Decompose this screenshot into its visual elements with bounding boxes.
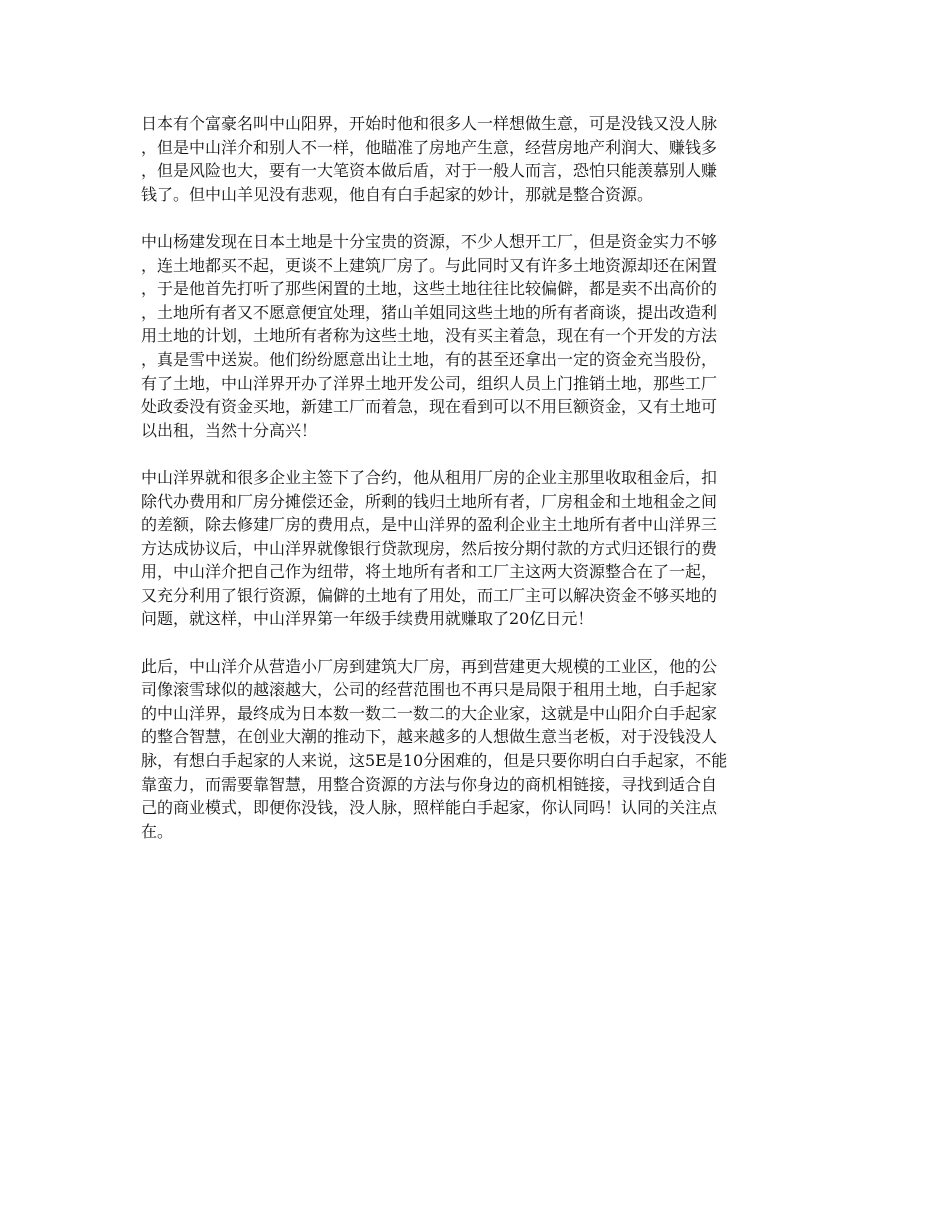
text-line: 中山杨建发现在日本土地是十分宝贵的资源，不少人想开工厂，但是资金实力不够 (141, 231, 718, 251)
document-body (141, 112, 813, 867)
text-line: 司像滚雪球似的越滚越大，公司的经营范围也不再只是局限于租用土地，白手起家 (141, 680, 718, 700)
paragraph-4 (141, 655, 813, 844)
text-line: ，真是雪中送炭。他们纷纷愿意出让土地，有的甚至还拿出一定的资金充当股份， (141, 349, 718, 369)
text-line: 用土地的计划，土地所有者称为这些土地，没有买主着急，现在有一个开发的方法 (141, 326, 718, 346)
text-line: 用，中山洋介把自己作为纽带，将土地所有者和工厂主这两大资源整合在了一起， (141, 562, 718, 582)
text-line: 日本有个富豪名叫中山阳界，开始时他和很多人一样想做生意，可是没钱又没人脉 (141, 114, 718, 133)
paragraph-1 (141, 112, 813, 206)
text-line: 的中山洋界，最终成为日本数一数二一数二的大企业家，这就是中山阳介白手起家 (141, 703, 718, 723)
paragraph-3 (141, 466, 813, 631)
text-line: 处政委没有资金买地，新建工厂而着急，现在看到可以不用巨额资金，又有土地可 (141, 397, 718, 417)
text-line: 问题，就这样，中山洋界第一年级手续费用就赚取了20亿日元！ (141, 609, 594, 629)
text-line: 脉，有想白手起家的人来说，这5E是10分困难的，但是只要你明白白手起家，不能 (141, 751, 728, 771)
text-line: 以出租，当然十分高兴！ (141, 420, 318, 440)
text-line: 的差额，除去修建厂房的费用点，是中山洋界的盈利企业主土地所有者中山洋界三 (141, 515, 718, 535)
text-line: 靠蛮力，而需要靠智慧，用整合资源的方法与你身边的商机相链接，寻找到适合自 (141, 774, 718, 794)
text-line: 己的商业模式，即便你没钱，没人脉，照样能白手起家，你认同吗！认同的关注点 (141, 798, 718, 818)
text-line: ，于是他首先打听了那些闲置的土地，这些土地往往比较偏僻，都是卖不出高价的 (141, 279, 718, 299)
text-line: 钱了。但中山羊见没有悲观，他自有白手起家的妙计，那就是整合资源。 (141, 184, 654, 204)
text-line: 方达成协议后，中山洋界就像银行贷款现房，然后按分期付款的方式归还银行的费 (141, 538, 718, 558)
text-line: ，但是中山洋介和别人不一样，他瞄准了房地产生意，经营房地产利润大、赚钱多 (141, 137, 718, 157)
paragraph-2 (141, 230, 813, 442)
text-line: 又充分利用了银行资源，偏僻的土地有了用处，而工厂主可以解决资金不够买地的 (141, 585, 718, 605)
text-line: 在。 (141, 821, 174, 841)
text-line: 除代办费用和厂房分摊偿还金，所剩的钱归土地所有者，厂房租金和土地租金之间 (141, 491, 718, 511)
text-line: 中山洋界就和很多企业主签下了合约，他从租用厂房的企业主那里收取租金后，扣 (141, 467, 718, 487)
text-line: 有了土地，中山洋界开办了洋界土地开发公司，组织人员上门推销土地，那些工厂 (141, 373, 718, 393)
text-line: ，连土地都买不起，更谈不上建筑厂房了。与此同时又有许多土地资源却还在闲置 (141, 255, 718, 275)
text-line: ，土地所有者又不愿意便宜处理，猪山羊姐同这些土地的所有者商谈，提出改造利 (141, 302, 718, 322)
text-line: 此后，中山洋介从营造小厂房到建筑大厂房，再到营建更大规模的工业区，他的公 (141, 656, 718, 676)
text-line: 的整合智慧，在创业大潮的推动下，越来越多的人想做生意当老板，对于没钱没人 (141, 727, 718, 747)
text-line: ，但是风险也大，要有一大笔资本做后盾，对于一般人而言，恐怕只能羡慕别人赚 (141, 161, 718, 181)
